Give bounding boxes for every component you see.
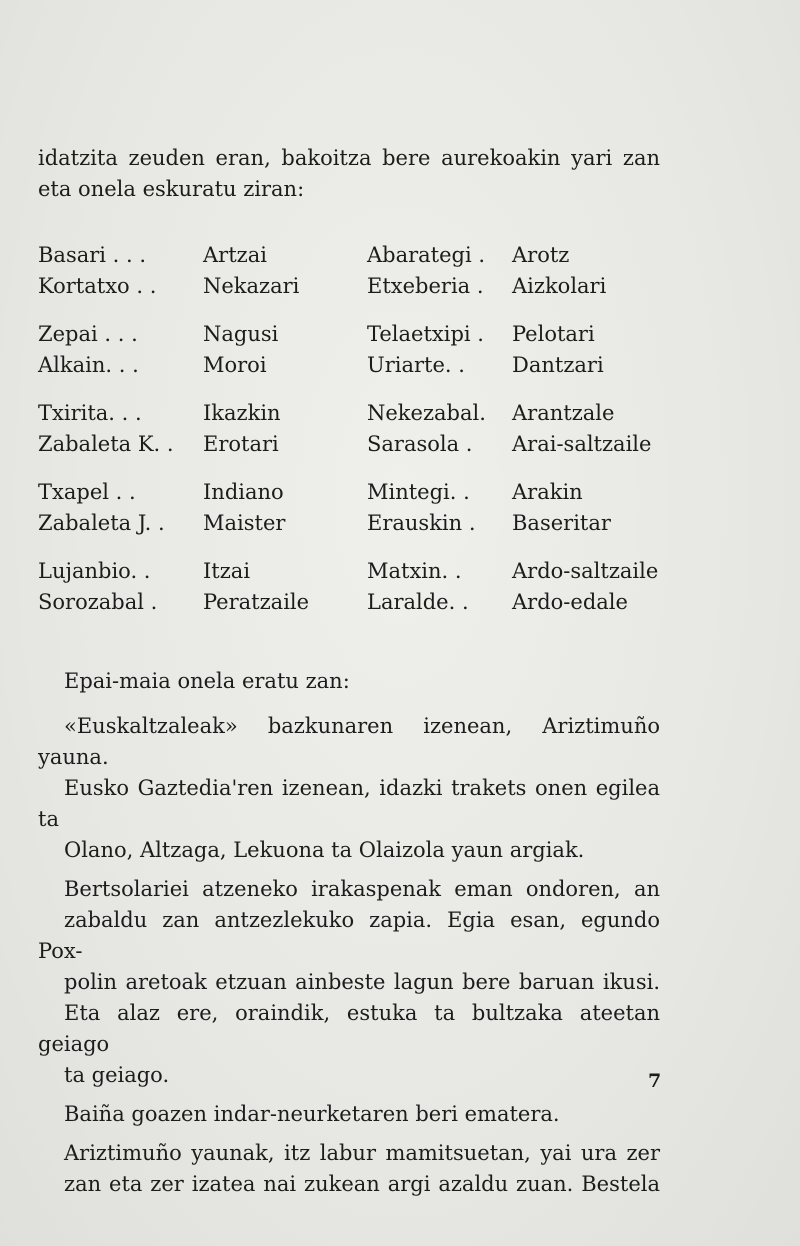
- role-left: Moroi: [203, 353, 267, 377]
- role-left: Erotari: [203, 432, 279, 456]
- role-left: Nekazari: [203, 274, 300, 298]
- paragraph-curtain: [38, 874, 660, 1091]
- intro-line-1: idatzita zeuden eran, bakoitza bere aurekoakin yari zan: [38, 146, 660, 170]
- pair-row: [38, 350, 678, 381]
- name-right: Uriarte. .: [367, 353, 465, 377]
- role-right: Dantzari: [512, 353, 604, 377]
- role-right: Arantzale: [512, 401, 615, 425]
- name-right: Laralde. .: [367, 590, 469, 614]
- role-left: Itzai: [203, 559, 251, 583]
- body-text: [38, 666, 660, 1208]
- text-line: ta geiago.: [64, 1063, 170, 1087]
- paragraph-jury: [38, 711, 660, 866]
- jury-heading: Epai-maia onela eratu zan:: [64, 669, 350, 693]
- bertsolari-role-list: [38, 240, 678, 635]
- name-left: Txirita. . .: [38, 401, 142, 425]
- pair-row: [38, 587, 678, 618]
- paragraph-ariztimuno: [38, 1138, 660, 1200]
- paragraph-contest: [38, 1099, 660, 1130]
- role-right: Arakin: [512, 480, 583, 504]
- text-line: Bertsolariei atzeneko irakaspenak eman ondoren, an: [64, 877, 660, 901]
- text-line: zan eta zer izatea nai zukean argi azaldu zuan. Bestela: [64, 1172, 660, 1196]
- name-left: Kortatxo . .: [38, 274, 157, 298]
- name-left: Zepai . . .: [38, 322, 138, 346]
- intro-paragraph: [38, 143, 660, 205]
- name-left: Alkain. . .: [38, 353, 139, 377]
- name-left: Sorozabal .: [38, 590, 158, 614]
- name-right: Sarasola .: [367, 432, 473, 456]
- role-right: Aizkolari: [512, 274, 607, 298]
- pair-row: [38, 508, 678, 539]
- pair-row: [38, 319, 678, 350]
- text-line: Ariztimuño yaunak, itz labur mamitsuetan, yai ura zer: [64, 1141, 660, 1165]
- text-line: Eusko Gaztedia'ren izenean, idazki trakets onen egilea ta: [38, 776, 660, 831]
- name-right: Mintegi. .: [367, 480, 470, 504]
- pair-row: [38, 477, 678, 508]
- name-right: Matxin. .: [367, 559, 462, 583]
- role-right: Ardo-edale: [512, 590, 628, 614]
- role-right: Arai-saltzaile: [512, 432, 652, 456]
- text-line: Eta alaz ere, oraindik, estuka ta bultzaka ateetan geiago: [38, 1001, 660, 1056]
- role-left: Nagusi: [203, 322, 279, 346]
- role-right: Pelotari: [512, 322, 595, 346]
- role-left: Peratzaile: [203, 590, 310, 614]
- page-number: 7: [648, 1070, 662, 1092]
- text-line: polin aretoak etzuan ainbeste lagun bere baruan ikusi.: [64, 970, 660, 994]
- text-line: Olano, Altzaga, Lekuona ta Olaizola yaun argiak.: [64, 838, 585, 862]
- name-left: Zabaleta J. .: [38, 511, 165, 535]
- name-left: Txapel . .: [38, 480, 136, 504]
- role-right: Ardo-saltzaile: [512, 559, 659, 583]
- pair-group-1: [38, 240, 678, 302]
- role-right: Baseritar: [512, 511, 611, 535]
- name-left: Zabaleta K. .: [38, 432, 174, 456]
- name-right: Nekezabal.: [367, 401, 486, 425]
- pair-group-4: [38, 477, 678, 539]
- name-right: Abarategi .: [367, 243, 486, 267]
- name-right: Etxeberia .: [367, 274, 484, 298]
- pair-group-2: [38, 319, 678, 381]
- pair-group-3: [38, 398, 678, 460]
- role-left: Ikazkin: [203, 401, 281, 425]
- text-line: zabaldu zan antzezlekuko zapia. Egia esan, egundo Pox-: [38, 908, 660, 963]
- pair-row: [38, 398, 678, 429]
- pair-row: [38, 429, 678, 460]
- name-right: Erauskin .: [367, 511, 476, 535]
- name-left: Lujanbio. .: [38, 559, 151, 583]
- intro-line-2: eta onela eskuratu ziran:: [38, 177, 305, 201]
- role-left: Maister: [203, 511, 286, 535]
- pair-row: [38, 240, 678, 271]
- text-line: Baiña goazen indar-neurketaren beri ematera.: [64, 1102, 560, 1126]
- text-line: «Euskaltzaleak» bazkunaren izenean, Ariztimuño yauna.: [38, 714, 660, 769]
- role-right: Arotz: [512, 243, 570, 267]
- role-left: Indiano: [203, 480, 284, 504]
- name-right: Telaetxipi .: [367, 322, 484, 346]
- name-left: Basari . . .: [38, 243, 147, 267]
- pair-row: [38, 271, 678, 302]
- role-left: Artzai: [203, 243, 267, 267]
- pair-row: [38, 556, 678, 587]
- pair-group-5: [38, 556, 678, 618]
